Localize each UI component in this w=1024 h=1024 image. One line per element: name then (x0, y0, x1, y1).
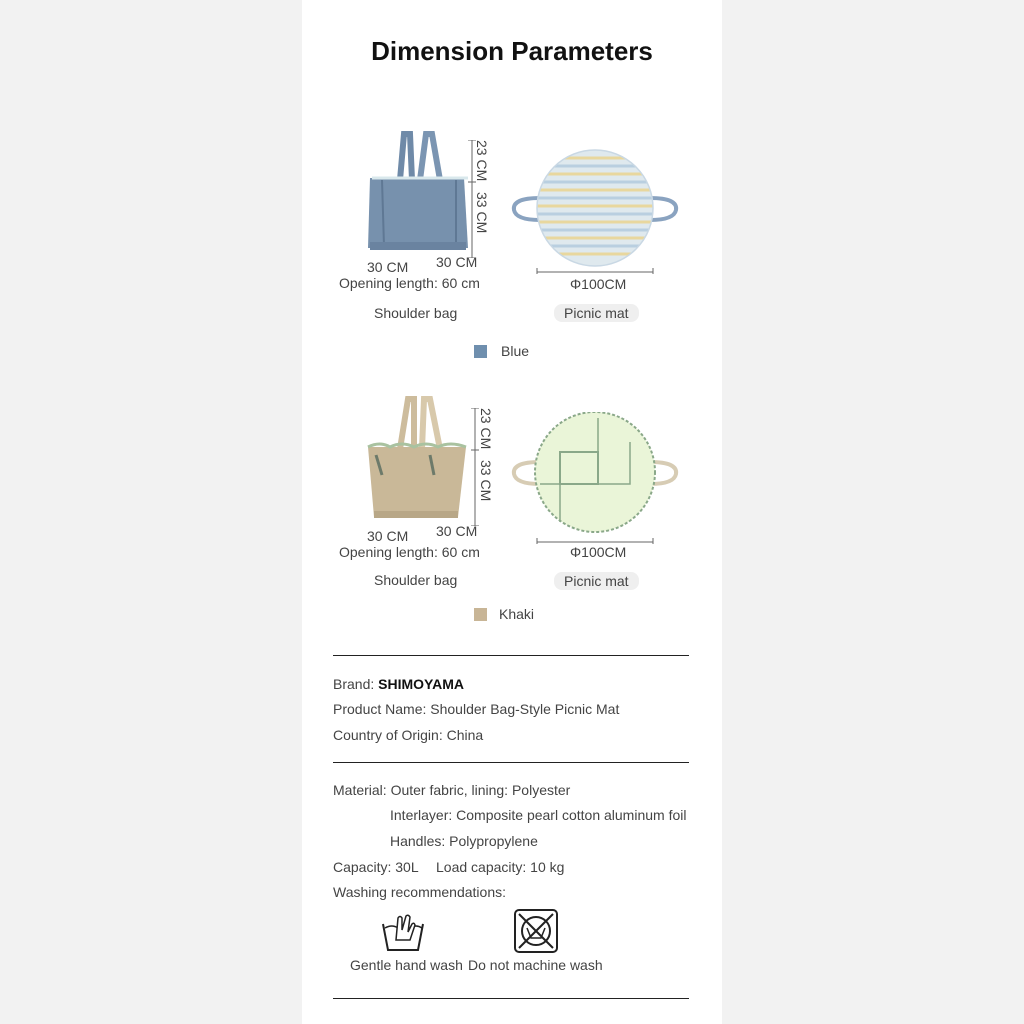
bag-height-body-label-2: 33 CM (478, 460, 494, 502)
khaki-color-swatch (474, 608, 487, 621)
load-capacity-line: Load capacity: 10 kg (436, 859, 565, 875)
brand-value: SHIMOYAMA (378, 676, 464, 692)
product-name: Product Name: Shoulder Bag-Style Picnic Mat (333, 701, 620, 717)
mat-caption: Picnic mat (554, 304, 639, 322)
brand-line (333, 676, 464, 692)
interlayer-line: Interlayer: Composite pearl cotton aluminum foil (390, 807, 687, 823)
bag-height-top-label-2: 23 CM (478, 408, 494, 450)
bag-width-left-label: 30 CM (367, 259, 409, 275)
bag-width-right-label-2: 30 CM (436, 523, 478, 539)
hand-wash-label: Gentle hand wash (350, 957, 463, 973)
bag-caption-2: Shoulder bag (374, 572, 458, 588)
bag-width-left-label-2: 30 CM (367, 528, 409, 544)
brand-label: Brand: (333, 676, 379, 692)
divider (333, 762, 689, 763)
blue-picnic-mat-image (510, 148, 680, 274)
bag-height-body-label: 33 CM (474, 192, 490, 234)
bag-caption: Shoulder bag (374, 305, 458, 321)
khaki-shoulder-bag-image (360, 395, 480, 525)
mat-caption-2: Picnic mat (554, 572, 639, 590)
capacity-line: Capacity: 30L (333, 859, 419, 875)
divider (333, 655, 689, 656)
hand-wash-icon (380, 910, 426, 956)
color-name: Blue (501, 343, 530, 359)
bag-opening-label: Opening length: 60 cm (339, 275, 480, 291)
no-machine-wash-icon (513, 908, 559, 954)
bag-height-top-label: 23 CM (474, 140, 490, 182)
mat-diameter-label-2: Φ100CM (570, 544, 627, 560)
blue-color-swatch (474, 345, 487, 358)
bag-opening-label-2: Opening length: 60 cm (339, 544, 480, 560)
khaki-picnic-mat-image (510, 412, 680, 544)
mat-diameter-label: Φ100CM (570, 276, 627, 292)
handles-line: Handles: Polypropylene (390, 833, 538, 849)
divider (333, 998, 689, 999)
product-sheet (302, 0, 722, 1024)
no-machine-wash-label: Do not machine wash (468, 957, 603, 973)
washing-title: Washing recommendations: (333, 884, 507, 900)
color-name-2: Khaki (499, 606, 535, 622)
country-of-origin: Country of Origin: China (333, 727, 484, 743)
blue-shoulder-bag-image (360, 128, 480, 256)
material-line: Material: Outer fabric, lining: Polyester (333, 782, 571, 798)
page-title: Dimension Parameters (371, 36, 653, 66)
bag-width-right-label: 30 CM (436, 254, 478, 270)
